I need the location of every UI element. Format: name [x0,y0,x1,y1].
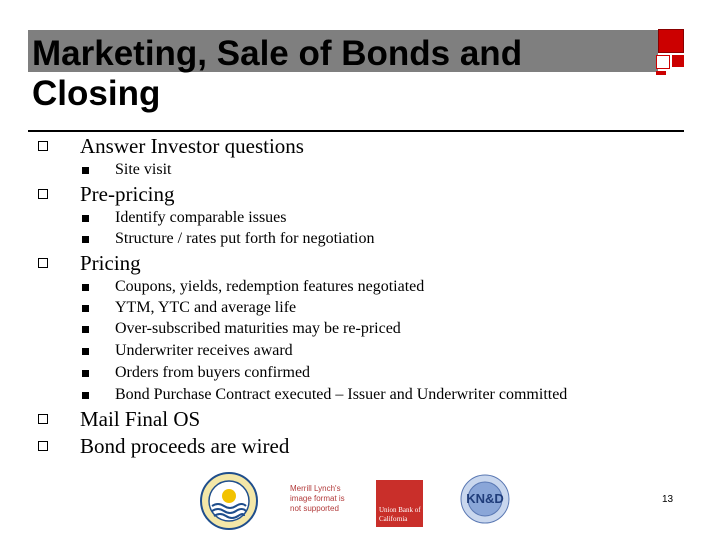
bullet-pre-pricing [38,181,174,207]
filled-square-bullet-icon [82,284,89,291]
subbullet-coupons-yields [82,277,424,297]
bullet-text: Bond Purchase Contract executed – Issuer and Underwriter committed [115,386,568,403]
bullet-mail-final-os [38,406,200,432]
filled-square-bullet-icon [82,392,89,399]
bullet-answer-investor-questions [38,133,304,159]
subbullet-site-visit [82,160,171,180]
hollow-square-bullet-icon [38,414,48,424]
bullet-text: Answer Investor questions [80,133,304,158]
bullet-pricing [38,250,141,276]
filled-square-bullet-icon [82,348,89,355]
subbullet-underwriter-award [82,341,293,361]
bullet-text: Site visit [115,161,172,178]
sponsor-logo-placeholder: Merrill Lynch's image format is not supported [290,484,345,513]
filled-square-bullet-icon [82,326,89,333]
subbullet-structure-rates [82,229,374,249]
page-number: 13 [662,494,674,505]
subbullet-orders-confirmed [82,363,310,383]
title-divider [28,130,684,132]
knd-logo [460,474,510,524]
agency-seal-logo [200,472,258,530]
corner-squares-decoration [656,29,684,75]
bullet-text: Mail Final OS [80,406,201,431]
subbullet-bond-purchase-contract [82,385,567,405]
filled-square-bullet-icon [82,236,89,243]
knd-logo-text: KN&D [466,491,504,506]
bullet-bond-proceeds-wired [38,433,289,459]
hollow-square-bullet-icon [38,141,48,151]
bullet-text: Bond proceeds are wired [80,433,290,458]
bullet-text: Pricing [80,250,141,275]
bullet-text: Structure / rates put forth for negotiation [115,230,375,247]
filled-square-bullet-icon [82,215,89,222]
slide-title [32,34,672,114]
subbullet-ytm-ytc [82,298,296,318]
union-bank-logo: Union Bank of California [376,480,423,527]
filled-square-bullet-icon [82,370,89,377]
subbullet-over-subscribed [82,319,401,339]
bullet-text: Pre-pricing [80,181,175,206]
bullet-text: Underwriter receives award [115,342,293,359]
subbullet-identify-comparable-issues [82,208,287,228]
hollow-square-bullet-icon [38,441,48,451]
bullet-text: Orders from buyers confirmed [115,364,311,381]
bullet-text: Over-subscribed maturities may be re-priced [115,320,401,337]
hollow-square-bullet-icon [38,189,48,199]
bullet-text: Coupons, yields, redemption features negotiated [115,278,425,295]
filled-square-bullet-icon [82,167,89,174]
bullet-text: Identify comparable issues [115,209,287,226]
bullet-text: YTM, YTC and average life [115,299,297,316]
hollow-square-bullet-icon [38,258,48,268]
slide-title-line-1: Marketing, Sale of Bonds and [32,34,523,73]
filled-square-bullet-icon [82,305,89,312]
slide-title-line-2: Closing [32,74,161,113]
